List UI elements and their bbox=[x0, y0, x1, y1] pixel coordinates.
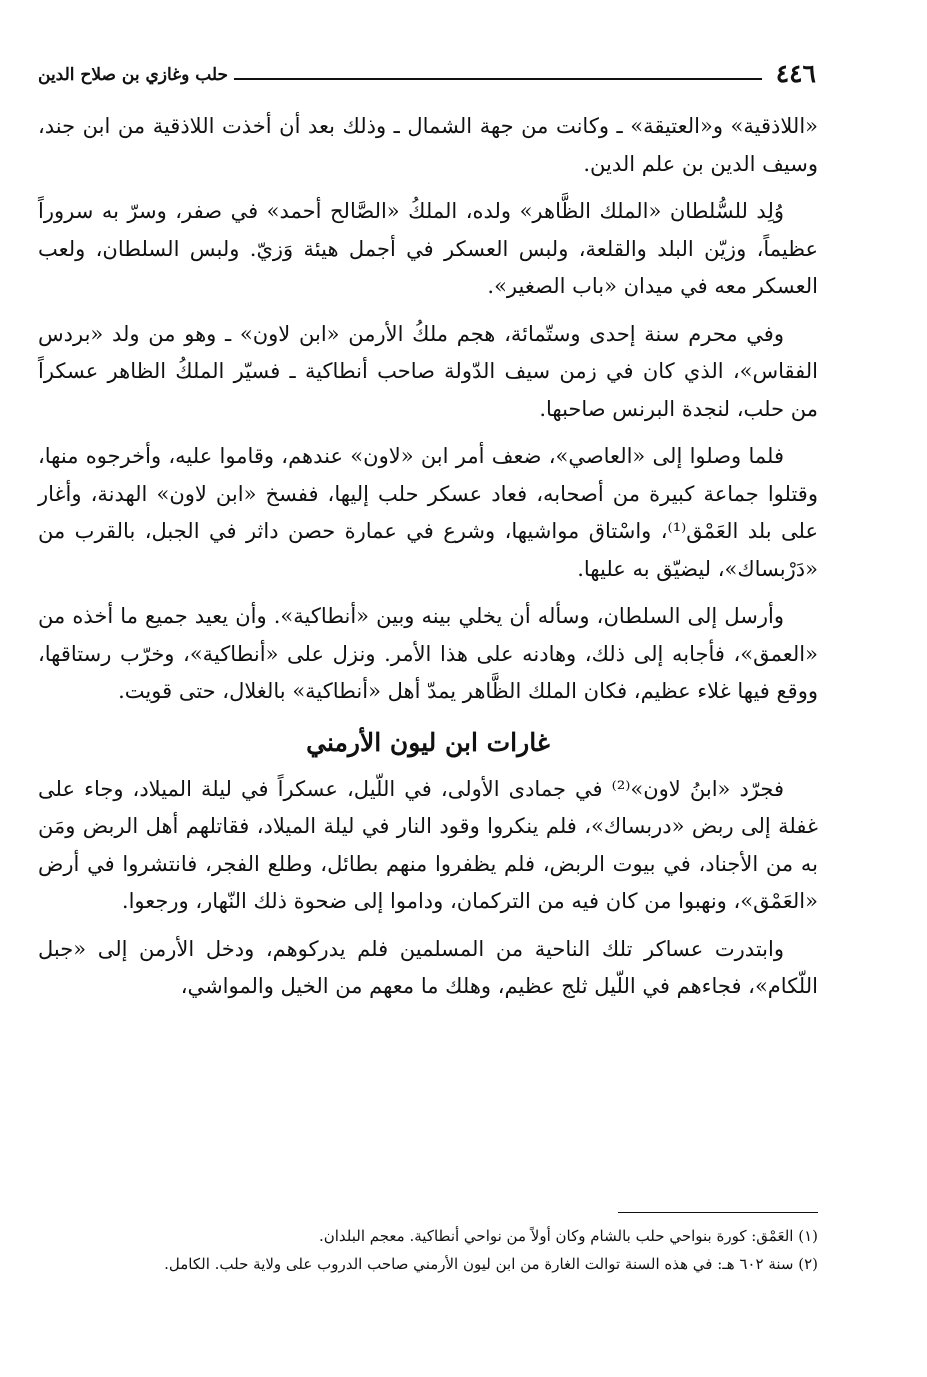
footnote-separator bbox=[618, 1212, 818, 1213]
footnote: (٢) سنة ٦٠٢ هـ: في هذه السنة توالت الغارة من ابن ليون الأرمني صاحب الدروب على ولاية حلب. الكامل. bbox=[164, 1255, 818, 1273]
running-title: حلب وغازي بن صلاح الدين bbox=[38, 65, 229, 85]
paragraph: وفي محرم سنة إحدى وستّمائة، هجم ملكُ الأرمن «ابن لاون» ـ وهو من ولد «بردس الفقاس»، الذي كان في زمن سيف الدّولة صاحب أنطاكية ـ فسيّر الملكُ الظاهر عسكراً من حلب، لنجدة البرنس صاحبها. bbox=[38, 321, 818, 421]
paragraph: وُلِد للسُّلطان «الملك الظَّاهر» ولده، الملكُ «الصَّالح أحمد» في صفر، وسرّ به سروراً عظيماً، وزيّن البلد والقلعة، ولبس العسكر في أجمل هيئة وَزيّ. ولبس السلطان، ولعب العسكر معه في ميدان «باب الصغير». bbox=[38, 199, 818, 298]
page-header bbox=[38, 50, 816, 86]
paragraph: وأرسل إلى السلطان، وسأله أن يخلي بينه وبين «أنطاكية». وأن يعيد جميع ما أخذه من «العمق»، فأجابه إلى ذلك، وهادنه على هذا الأمر. ونزل على «أنطاكية»، وخرّب رستاقها، ووقع فيها غلاء عظيم، فكان الملك الظَّاهر يمدّ أهل «أنطاكية» بالغلال، حتى قويت. bbox=[38, 604, 818, 703]
section-heading: غارات ابن ليون الأرمني bbox=[306, 727, 550, 757]
paragraph: وابتدرت عساكر تلك الناحية من المسلمين فلم يدركوهم، ودخل الأرمن إلى «جبل اللّكام»، فجاءهم في اللّيل ثلج عظيم، وهلك ما معهم من الخيل والمواشي، bbox=[38, 936, 818, 998]
footnotes bbox=[38, 1222, 818, 1278]
body-text bbox=[38, 108, 818, 1016]
footnote: (١) العَمْق: كورة بنواحي حلب بالشام وكان أولاً من نواحي أنطاكية. معجم البلدان. bbox=[318, 1227, 818, 1245]
paragraph: فلما وصلوا إلى «العاصي»، ضعف أمر ابن «لاون» عندهم، وقاموا عليه، وأخرجوه منها، وقتلوا جماعة كبيرة من أصحابه، فعاد عسكر حلب إليها، ففسخ «ابن لاون» الهدنة، وأغار على بلد العَمْق⁽¹⁾، واسْتاق مواشيها، وشرع في عمارة حصن داثر في الجبل، بالقرب من «دَرْبساك»، ليضيّق به عليها. bbox=[38, 444, 818, 581]
paragraph: «اللاذقية» و«العتيقة» ـ وكانت من جهة الشمال ـ وذلك بعد أن أخذت اللاذقية من ابن جند، وسيف الدين بن علم الدين. bbox=[38, 114, 818, 176]
paragraph: فجرّد «ابنُ لاون»⁽²⁾ في جمادى الأولى، في اللّيل، عسكراً في ليلة الميلاد، وجاء على غفلة إلى ربض «دربساك»، فلم ينكروا وقود النار في ليلة الميلاد، فقاتلهم أهل الربض ومَن به من الأجناد، في بيوت الربض، فلم يظفروا منهم بطائل، وطلع الفجر، فانتشروا في أرض «العَمْق»، ونهبوا من كان فيه من التركمان، وداموا إلى ضحوة ذلك النّهار، ورجعوا. bbox=[38, 776, 818, 913]
page-number: ٤٤٦ bbox=[775, 59, 816, 88]
header-rule bbox=[234, 78, 762, 80]
